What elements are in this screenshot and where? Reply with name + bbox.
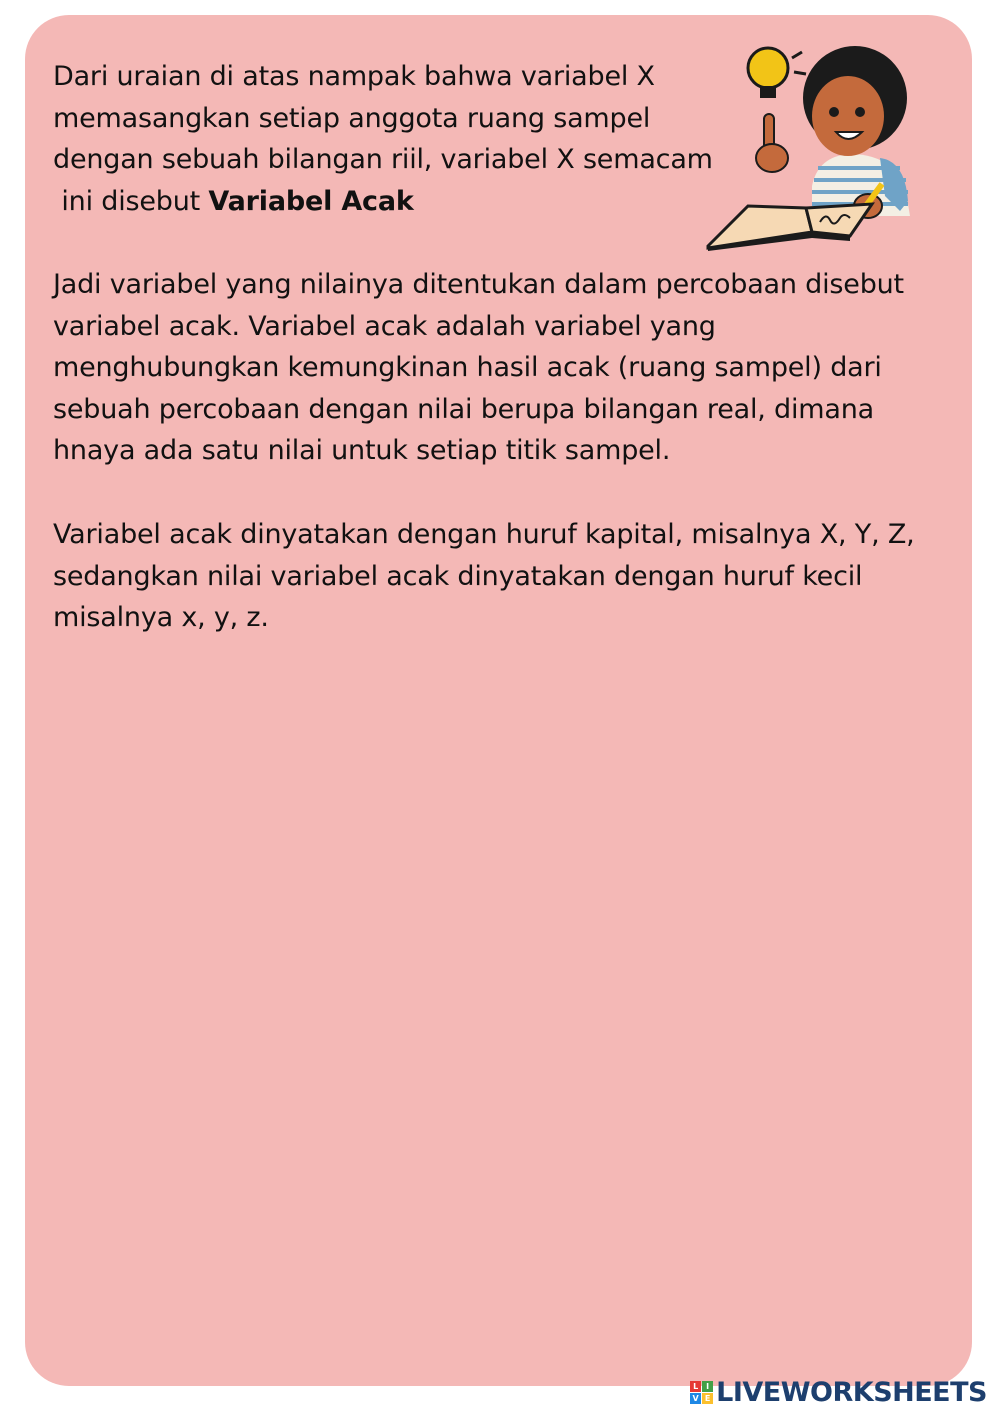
text-line: Dari uraian di atas nampak bahwa variabel X — [53, 61, 655, 92]
mark-letter: I — [702, 1381, 713, 1392]
text-line: Variabel acak dinyatakan dengan huruf kapital, misalnya X, Y, Z, — [53, 519, 915, 550]
text-line: dengan sebuah bilangan riil, variabel X semacam — [53, 144, 713, 176]
text-line: variabel acak. Variabel acak adalah variabel yang — [53, 310, 716, 342]
text-line: hnaya ada satu nilai untuk setiap titik sampel. — [53, 435, 671, 467]
paragraph-notation — [53, 514, 915, 639]
paragraph-definition — [53, 56, 713, 222]
liveworksheets-logo — [690, 1377, 987, 1407]
text-line: memasangkan setiap anggota ruang sampel — [53, 102, 651, 134]
text-line: menghubungkan kemungkinan hasil acak (ruang sampel) dari — [53, 352, 882, 384]
mark-letter: L — [690, 1381, 701, 1392]
text-line: sebuah percobaan dengan nilai berupa bilangan real, dimana — [53, 393, 874, 425]
paragraph-explanation — [53, 264, 904, 472]
text-line: sedangkan nilai variabel acak dinyatakan dengan huruf kecil — [53, 560, 863, 592]
text-line: ini disebut — [53, 185, 209, 217]
text-line: Jadi variabel yang nilainya ditentukan dalam percobaan disebut — [53, 269, 904, 300]
text-line: misalnya x, y, z. — [53, 602, 269, 634]
term-variabel-acak: Variabel Acak — [208, 185, 414, 217]
mark-letter: V — [690, 1393, 701, 1404]
brand-name: LIVEWORKSHEETS — [716, 1376, 987, 1408]
liveworksheets-mark-icon — [690, 1381, 713, 1404]
mark-letter: E — [702, 1393, 713, 1404]
girl-with-lightbulb-icon — [700, 36, 915, 251]
